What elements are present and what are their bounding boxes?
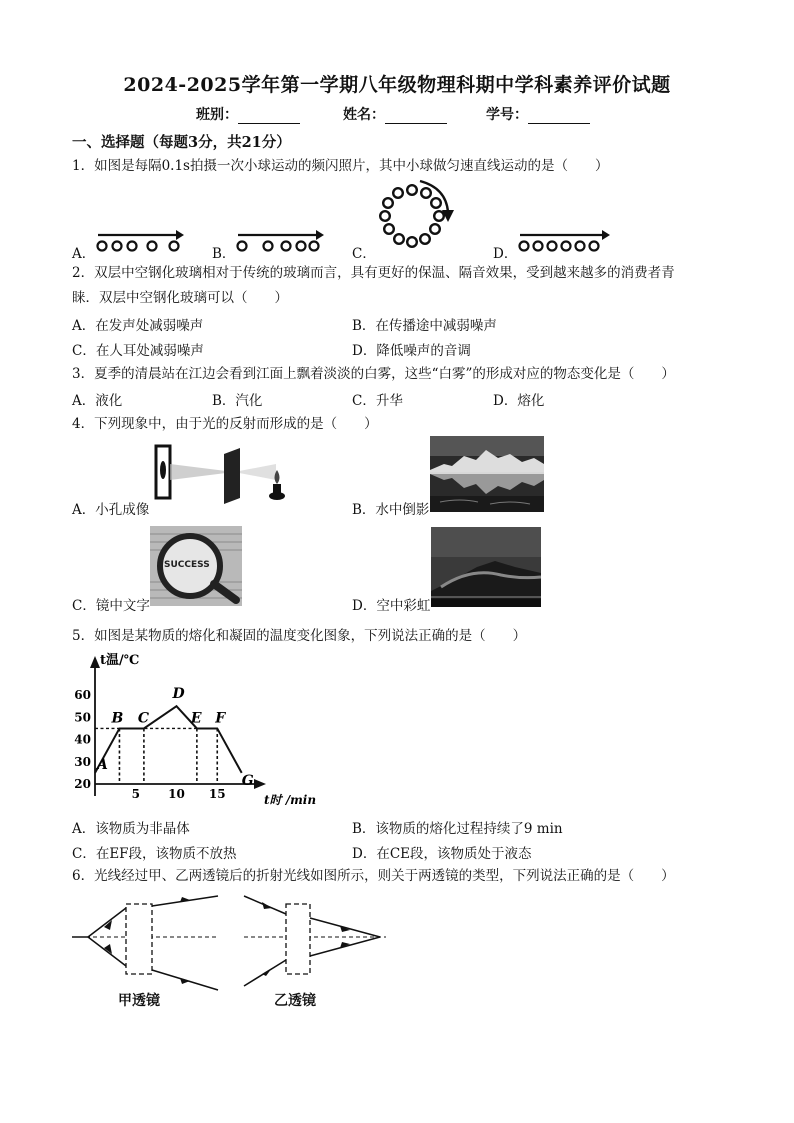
point-label-e: E xyxy=(190,710,202,727)
x-tick-label: 5 xyxy=(131,787,140,801)
q4-option-d[interactable]: D．空中彩虹 xyxy=(352,598,431,614)
point-label-c: C xyxy=(137,710,150,727)
q5-option-c[interactable]: C．在EF段，该物质不放热 xyxy=(72,846,237,862)
q1-option-a[interactable]: A． xyxy=(72,246,96,262)
class-field xyxy=(196,104,300,124)
q2-option-d[interactable]: D．降低噪声的音调 xyxy=(352,343,471,359)
q5-option-d[interactable]: D．在CE段，该物质处于液态 xyxy=(352,846,532,862)
class-blank[interactable] xyxy=(238,109,300,124)
q4-option-c[interactable]: C．镜中文字 xyxy=(72,598,150,614)
point-label-b: B xyxy=(111,710,124,727)
q2-stem-line2: 睐．双层中空钢化玻璃可以（ ） xyxy=(72,290,288,306)
y-ticks xyxy=(74,688,91,791)
q3-option-c[interactable]: C．升华 xyxy=(352,393,403,409)
section-heading: 一、选择题（每题3分，共21分） xyxy=(72,134,291,151)
magnifier-text: SUCCESS xyxy=(164,560,210,570)
q5-option-b[interactable]: B．该物质的熔化过程持续了9 min xyxy=(352,821,563,837)
y-tick-label: 50 xyxy=(74,710,91,725)
q2-stem-line1: 2．双层中空钢化玻璃相对于传统的玻璃而言，具有更好的保温、隔音效果，受到越来越多的消费者青 xyxy=(72,265,675,281)
q3-option-b[interactable]: B．汽化 xyxy=(212,393,263,409)
lens-yi xyxy=(244,896,386,986)
q1-figure-a xyxy=(92,228,184,254)
id-field xyxy=(486,104,590,124)
pinhole-image xyxy=(150,440,300,508)
q3-option-d[interactable]: D．熔化 xyxy=(493,393,545,409)
rainbow-image xyxy=(431,527,541,607)
x-axis-arrow xyxy=(254,779,266,789)
lens-jia xyxy=(72,896,218,990)
q1-figure-d xyxy=(514,228,610,254)
q4-option-b[interactable]: B．水中倒影 xyxy=(352,502,430,518)
id-label: 学号： xyxy=(486,107,528,123)
water-reflection-image xyxy=(430,436,544,512)
point-label-f: F xyxy=(215,710,226,727)
q4-option-a[interactable]: A．小孔成像 xyxy=(72,502,150,518)
name-blank[interactable] xyxy=(385,109,447,124)
class-label: 班别： xyxy=(196,107,238,123)
x-ticks xyxy=(132,787,226,801)
q3-stem: 3．夏季的清晨站在江边会看到江面上飘着淡淡的白雾，这些“白雾”的形成对应的物态变化是（ ） xyxy=(72,366,675,382)
q1-figure-c xyxy=(372,178,458,254)
temperature-chart xyxy=(68,650,328,810)
x-tick-label: 15 xyxy=(208,787,226,801)
y-tick-label: 30 xyxy=(74,754,91,769)
q2-option-b[interactable]: B．在传播途中减弱噪声 xyxy=(352,318,497,334)
y-tick-label: 20 xyxy=(74,777,91,791)
name-label: 姓名： xyxy=(343,107,385,123)
y-tick-label: 40 xyxy=(74,732,91,747)
y-tick-label: 60 xyxy=(74,688,91,703)
point-label-d: D xyxy=(172,686,185,703)
point-label-g: G xyxy=(241,772,254,789)
dashed-guides xyxy=(95,728,217,784)
lens-jia-label: 甲透镜 xyxy=(118,993,160,1009)
q1-option-b[interactable]: B． xyxy=(212,246,236,262)
q2-option-c[interactable]: C．在人耳处减弱噪声 xyxy=(72,343,204,359)
q5-stem: 5．如图是某物质的熔化和凝固的温度变化图象，下列说法正确的是（ ） xyxy=(72,628,527,644)
q6-stem: 6．光线经过甲、乙两透镜后的折射光线如图所示，则关于两透镜的类型，下列说法正确的是（ ） xyxy=(72,868,675,884)
q1-option-d[interactable]: D． xyxy=(493,246,518,262)
q1-stem: 1．如图是每隔0.1s拍摄一次小球运动的频闪照片，其中小球做匀速直线运动的是（ ） xyxy=(72,158,609,174)
q1-option-c[interactable]: C． xyxy=(352,246,376,262)
point-label-a: A xyxy=(97,756,108,773)
q1-figure-b xyxy=(232,228,324,254)
q5-option-a[interactable]: A．该物质为非晶体 xyxy=(72,821,190,837)
x-tick-label: 10 xyxy=(168,787,185,801)
x-axis-label: t时 /min xyxy=(264,793,317,807)
id-blank[interactable] xyxy=(528,109,590,124)
y-axis-label: t温/℃ xyxy=(100,653,140,668)
name-field xyxy=(343,104,447,124)
q4-stem: 4．下列现象中，由于光的反射而形成的是（ ） xyxy=(72,416,378,432)
lens-yi-label: 乙透镜 xyxy=(274,993,316,1009)
y-axis-arrow xyxy=(90,656,100,668)
exam-title: 2024-2025学年第一学期八年级物理科期中学科素养评价试题 xyxy=(123,74,671,96)
q3-option-a[interactable]: A．液化 xyxy=(72,393,123,409)
q2-option-a[interactable]: A．在发声处减弱噪声 xyxy=(72,318,204,334)
